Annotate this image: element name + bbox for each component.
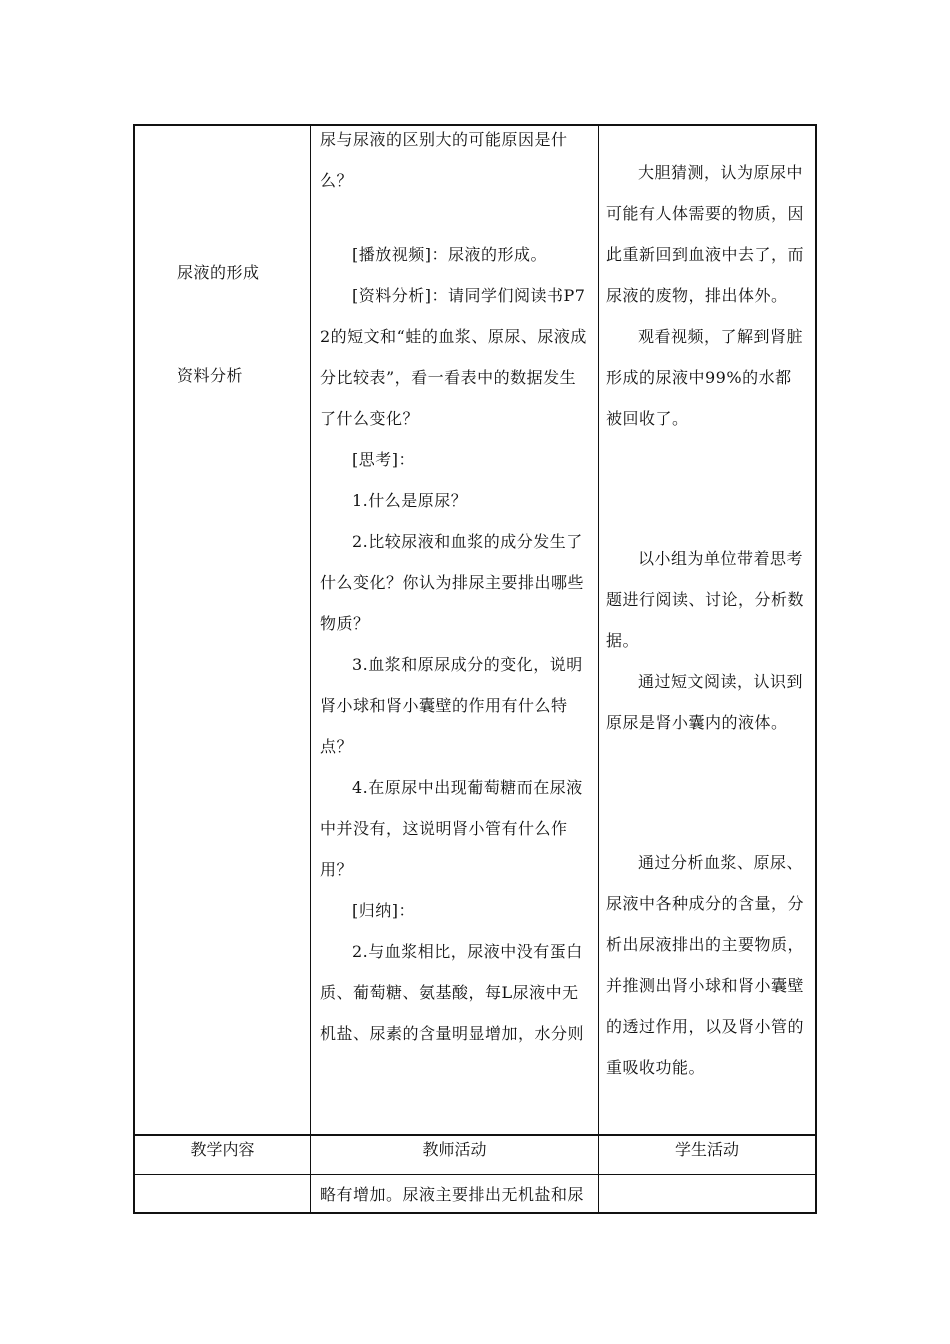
header-teacher-activity: 教师活动	[422, 1140, 487, 1159]
teacher-line: 2.比较尿液和血浆的成分发生了什么变化？你认为排尿主要排出哪些物质？	[320, 532, 585, 633]
topic-urine-formation: 尿液的形成	[177, 263, 260, 282]
teacher-line: 略有增加。尿液主要排出无机盐和尿	[320, 1185, 585, 1204]
teacher-line: [资料分析]：请同学们阅读书P72的短文和“蛙的血浆、原尿、尿液成分比较表”，看一看表中的数据发生了什么变化？	[320, 286, 587, 428]
teacher-activity-cell	[320, 119, 592, 1054]
topic-data-analysis: 资料分析	[177, 366, 244, 385]
teacher-line: 2.与血浆相比，尿液中没有蛋白质、葡萄糖、氨基酸，每L尿液中无机盐、尿素的含量明显增加，水分则	[320, 942, 585, 1043]
student-paragraph: 通过短文阅读，认识到原尿是肾小囊内的液体。	[606, 672, 804, 732]
teacher-line: [归纳]：	[352, 901, 415, 920]
student-activity-cell	[606, 152, 806, 439]
header-student-activity: 学生活动	[674, 1140, 739, 1159]
teacher-line: [思考]：	[352, 450, 415, 469]
student-activity-cell	[606, 538, 806, 743]
teacher-line: [播放视频]：尿液的形成。	[352, 245, 547, 264]
divider	[598, 126, 599, 1212]
student-paragraph: 通过分析血浆、原尿、尿液中各种成分的含量，分析出尿液排出的主要物质，并推测出肾小球和肾小囊壁的透过作用，以及肾小管的重吸收功能。	[606, 853, 805, 1077]
divider	[310, 126, 311, 1212]
teacher-line: 1.什么是原尿？	[352, 491, 468, 510]
topic-cell	[177, 355, 297, 396]
student-paragraph: 观看视频，了解到肾脏形成的尿液中99%的水都被回收了。	[606, 327, 804, 428]
spacer	[320, 201, 592, 234]
teacher-line: 4.在原尿中出现葡萄糖而在尿液中并没有，这说明肾小管有什么作用？	[320, 778, 583, 879]
student-paragraph: 以小组为单位带着思考题进行阅读、讨论，分析数据。	[606, 549, 805, 650]
divider	[135, 1174, 815, 1175]
topic-cell	[177, 252, 297, 293]
teacher-activity-continued	[320, 1176, 592, 1214]
lesson-table	[133, 124, 817, 1214]
teacher-line: 3.血浆和原尿成分的变化，说明肾小球和肾小囊壁的作用有什么特点？	[320, 655, 583, 756]
teacher-line: 尿与尿液的区别大的可能原因是什么？	[320, 130, 568, 190]
student-paragraph: 大胆猜测，认为原尿中可能有人体需要的物质，因此重新回到血液中去了，而尿液的废物，排出体外。	[606, 163, 805, 305]
header-teaching-content: 教学内容	[190, 1140, 255, 1159]
student-activity-cell	[606, 842, 806, 1088]
